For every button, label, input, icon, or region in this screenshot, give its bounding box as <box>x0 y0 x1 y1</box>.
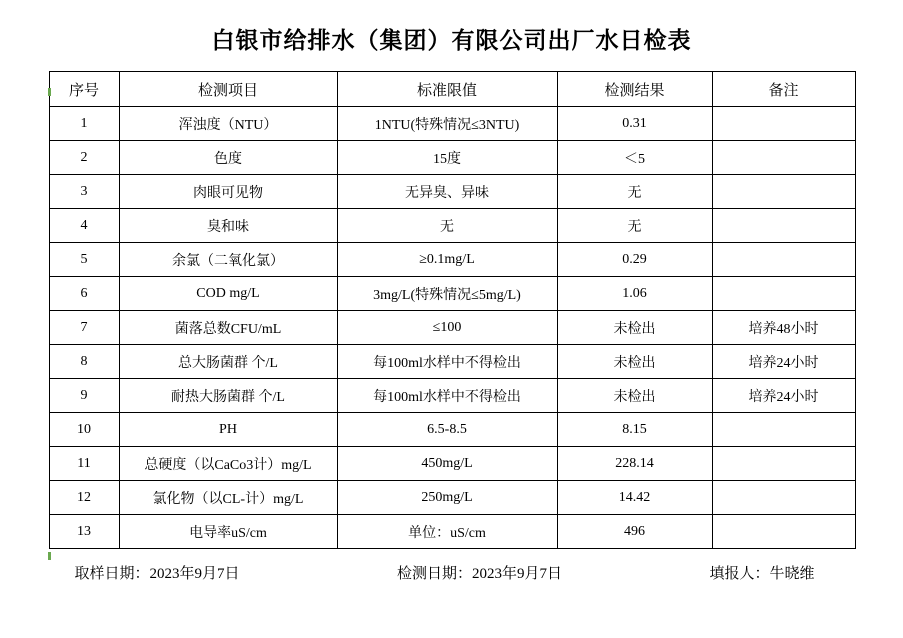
table-row <box>49 379 855 413</box>
cell-result: 0.31 <box>557 107 712 141</box>
cell-note <box>712 209 855 243</box>
cell-item: 菌落总数CFU/mL <box>119 311 337 345</box>
cell-standard: 每100ml水样中不得检出 <box>337 379 557 413</box>
cell-no: 12 <box>49 481 119 515</box>
cell-item: 臭和味 <box>119 209 337 243</box>
table-header-row <box>49 72 855 107</box>
cell-note: 培养24小时 <box>712 379 855 413</box>
cell-item: 浑浊度（NTU） <box>119 107 337 141</box>
cell-note: 培养24小时 <box>712 345 855 379</box>
cell-no: 2 <box>49 141 119 175</box>
cell-item: 色度 <box>119 141 337 175</box>
cell-result: 1.06 <box>557 277 712 311</box>
table-row <box>49 175 855 209</box>
cell-item: COD mg/L <box>119 277 337 311</box>
table-row <box>49 311 855 345</box>
cell-standard: 6.5-8.5 <box>337 413 557 447</box>
table-row <box>49 481 855 515</box>
cell-item: 氯化物（以CL-计）mg/L <box>119 481 337 515</box>
table-row <box>49 515 855 549</box>
cell-result: ＜5 <box>557 141 712 175</box>
cell-no: 6 <box>49 277 119 311</box>
cell-item: PH <box>119 413 337 447</box>
table-row <box>49 345 855 379</box>
column-header-item: 检测项目 <box>119 72 337 107</box>
cell-result: 228.14 <box>557 447 712 481</box>
table-row <box>49 243 855 277</box>
sampling-date: 取样日期：2023年9月7日 <box>74 566 240 582</box>
cell-note <box>712 481 855 515</box>
cell-standard: 无 <box>337 209 557 243</box>
cell-standard: ≥0.1mg/L <box>337 243 557 277</box>
cell-item: 总大肠菌群 个/L <box>119 345 337 379</box>
cell-note <box>712 107 855 141</box>
document-page <box>0 22 903 638</box>
table-row <box>49 447 855 481</box>
testing-date: 检测日期：2023年9月7日 <box>396 566 562 582</box>
cell-item: 肉眼可见物 <box>119 175 337 209</box>
table-header <box>49 72 855 107</box>
cell-standard: 单位：uS/cm <box>337 515 557 549</box>
table-row <box>49 277 855 311</box>
cell-note <box>712 413 855 447</box>
column-header-result: 检测结果 <box>557 72 712 107</box>
accent-mark-top <box>48 88 51 96</box>
cell-result: 未检出 <box>557 345 712 379</box>
table-row <box>49 141 855 175</box>
table-row <box>49 107 855 141</box>
cell-no: 8 <box>49 345 119 379</box>
cell-item: 电导率uS/cm <box>119 515 337 549</box>
cell-standard: ≤100 <box>337 311 557 345</box>
cell-note <box>712 175 855 209</box>
cell-note <box>712 141 855 175</box>
cell-no: 5 <box>49 243 119 277</box>
column-header-no: 序号 <box>49 72 119 107</box>
cell-result: 8.15 <box>557 413 712 447</box>
cell-item: 余氯（二氧化氯） <box>119 243 337 277</box>
cell-no: 13 <box>49 515 119 549</box>
cell-no: 1 <box>49 107 119 141</box>
cell-no: 11 <box>49 447 119 481</box>
cell-result: 未检出 <box>557 311 712 345</box>
cell-result: 496 <box>557 515 712 549</box>
cell-note <box>712 243 855 277</box>
table-body <box>49 107 855 549</box>
cell-standard: 15度 <box>337 141 557 175</box>
page-title: 白银市给排水（集团）有限公司出厂水日检表 <box>211 28 692 53</box>
cell-item: 总硬度（以CaCo3计）mg/L <box>119 447 337 481</box>
cell-standard: 1NTU(特殊情况≤3NTU) <box>337 107 557 141</box>
filled-by: 填报人：牛晓维 <box>709 566 815 582</box>
cell-note <box>712 277 855 311</box>
report-table-wrapper <box>49 71 855 549</box>
water-quality-table <box>49 71 856 549</box>
column-header-std: 标准限值 <box>337 72 557 107</box>
cell-item: 耐热大肠菌群 个/L <box>119 379 337 413</box>
cell-result: 0.29 <box>557 243 712 277</box>
cell-no: 4 <box>49 209 119 243</box>
cell-standard: 450mg/L <box>337 447 557 481</box>
column-header-note: 备注 <box>712 72 855 107</box>
cell-result: 未检出 <box>557 379 712 413</box>
cell-standard: 3mg/L(特殊情况≤5mg/L) <box>337 277 557 311</box>
document-footer <box>49 549 855 583</box>
cell-standard: 250mg/L <box>337 481 557 515</box>
cell-note: 培养48小时 <box>712 311 855 345</box>
accent-mark-bottom <box>48 552 51 560</box>
cell-standard: 每100ml水样中不得检出 <box>337 345 557 379</box>
cell-note <box>712 447 855 481</box>
cell-result: 无 <box>557 209 712 243</box>
cell-note <box>712 515 855 549</box>
table-row <box>49 413 855 447</box>
cell-no: 10 <box>49 413 119 447</box>
cell-standard: 无异臭、异味 <box>337 175 557 209</box>
cell-result: 14.42 <box>557 481 712 515</box>
cell-no: 3 <box>49 175 119 209</box>
cell-no: 7 <box>49 311 119 345</box>
cell-no: 9 <box>49 379 119 413</box>
table-row <box>49 209 855 243</box>
cell-result: 无 <box>557 175 712 209</box>
